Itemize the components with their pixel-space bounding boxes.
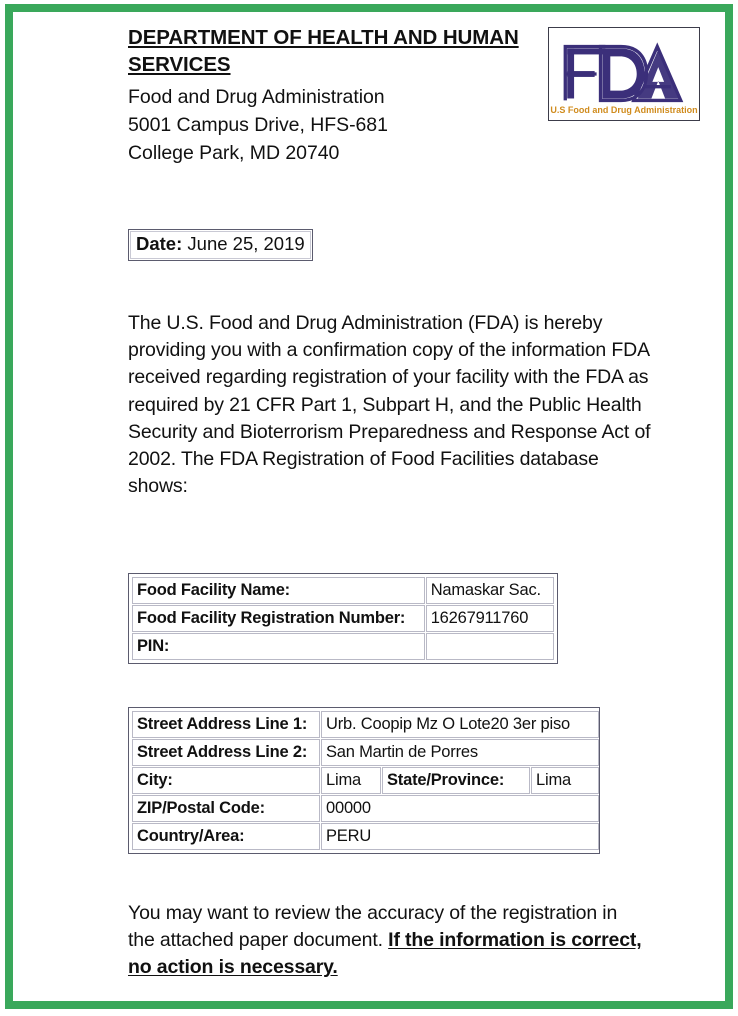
agency-street: 5001 Campus Drive, HFS-681: [128, 114, 388, 136]
table-row: [132, 739, 599, 766]
facility-information-table: [128, 573, 558, 664]
facility-name-value: Namaskar Sac.: [426, 577, 554, 604]
state-province-label: State/Province:: [382, 767, 530, 794]
closing-plain-text: You may want to review the accuracy of the registration in the attached paper document.: [128, 902, 618, 952]
country-area-value: PERU: [321, 823, 599, 850]
pin-label: PIN:: [132, 633, 425, 660]
facility-registration-number-label: Food Facility Registration Number:: [132, 605, 425, 632]
fda-logo-graphic: [549, 28, 699, 120]
agency-address-block: [128, 24, 548, 167]
facility-registration-number-value: 16267911760: [426, 605, 554, 632]
table-row: [132, 795, 599, 822]
city-value: Lima: [321, 767, 381, 794]
closing-emphasis-text: If the information is correct, no action is necessary.: [128, 929, 642, 979]
agency-city-state-zip: College Park, MD 20740: [128, 142, 340, 164]
agency-name: Food and Drug Administration: [128, 86, 385, 108]
table-row: [132, 633, 554, 660]
date-box-inner: [130, 231, 311, 259]
document-content: [13, 12, 725, 1001]
zip-postal-code-value: 00000: [321, 795, 599, 822]
green-page-border: [5, 4, 733, 1009]
zip-postal-code-label: ZIP/Postal Code:: [132, 795, 320, 822]
table-row: [132, 823, 599, 850]
address-information-table: [128, 707, 600, 854]
date-value: June 25, 2019: [187, 233, 305, 254]
city-label: City:: [132, 767, 320, 794]
table-row: [132, 577, 554, 604]
street-address-2-label: Street Address Line 2:: [132, 739, 320, 766]
street-address-2-value: San Martin de Porres: [321, 739, 599, 766]
facility-name-label: Food Facility Name:: [132, 577, 425, 604]
fda-logo-caption: U.S Food and Drug Administration: [550, 105, 698, 116]
department-title: DEPARTMENT OF HEALTH AND HUMAN SERVICES: [128, 26, 519, 76]
fda-logo: [548, 27, 700, 121]
street-address-1-value: Urb. Coopip Mz O Lote20 3er piso: [321, 711, 599, 738]
date-box: [128, 229, 313, 261]
country-area-label: Country/Area:: [132, 823, 320, 850]
main-paragraph: The U.S. Food and Drug Administration (FDA) is hereby providing you with a confirmation copy of the information FDA received regarding registration of your facility with the FDA as required by 21 CFR Part 1, Subpart H, and the Public Health Security and Bioterrorism Preparedness and Response Act of 2002. The FDA Registration of Food Facilities database shows:: [128, 312, 651, 498]
state-province-value: Lima: [531, 767, 599, 794]
table-row: [132, 767, 599, 794]
closing-paragraph: [128, 900, 648, 982]
table-row: [132, 605, 554, 632]
letterhead: [13, 24, 725, 167]
table-row: [132, 711, 599, 738]
pin-value: [426, 633, 554, 660]
date-label: Date:: [136, 233, 183, 254]
street-address-1-label: Street Address Line 1:: [132, 711, 320, 738]
